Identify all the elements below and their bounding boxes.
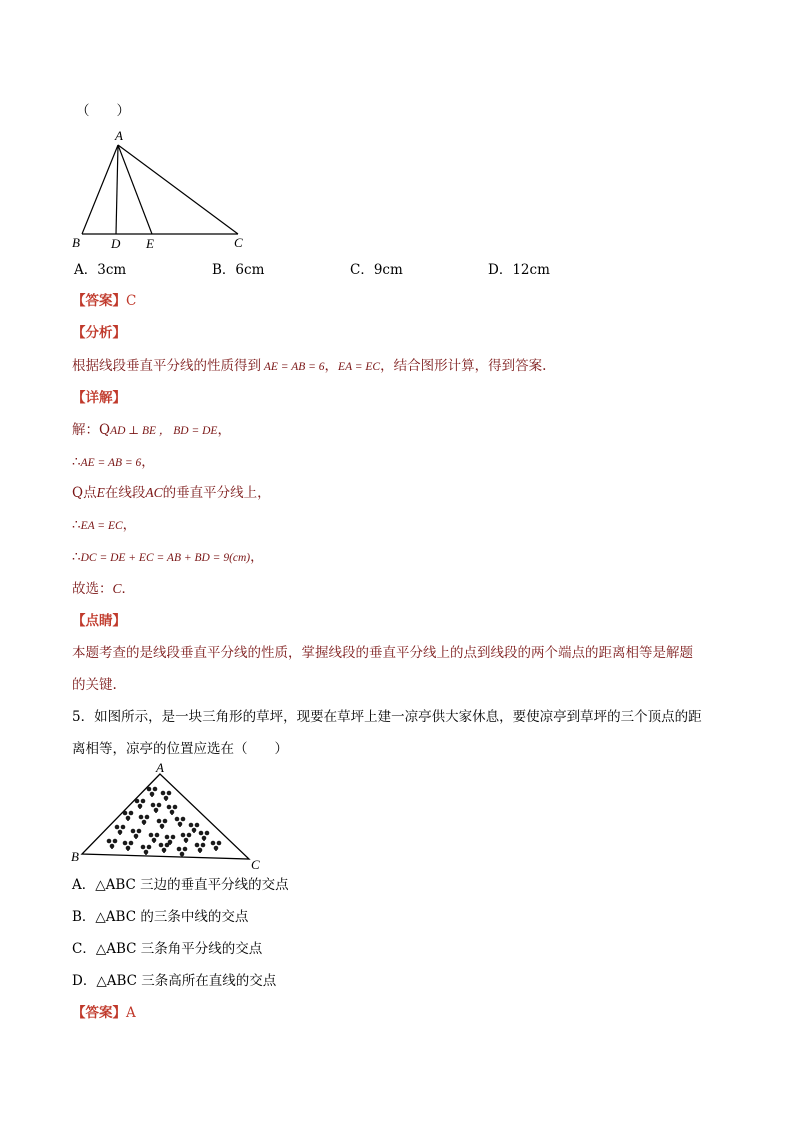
- q5-option-c: C．△ABC 三条角平分线的交点: [72, 941, 263, 957]
- q5-line-1: 5．如图所示，是一块三角形的草坪，现要在草坪上建一凉亭供大家休息，要使凉亭到草坪的三个顶点的距: [72, 709, 702, 725]
- detail-tag: 【详解】: [72, 390, 126, 406]
- grass-tuft: [157, 819, 168, 829]
- grass-tuft: [161, 791, 172, 801]
- label-b: B: [72, 235, 80, 250]
- answer-value: A: [126, 1005, 136, 1021]
- detail-line-3: Q点E在线段AC的垂直平分线上，: [72, 485, 271, 501]
- triangle-figure-q4: [66, 126, 256, 256]
- detail-line-4: ∴EA = EC，: [72, 517, 137, 533]
- grass-tuft: [131, 829, 142, 839]
- grass-tuft: [123, 841, 134, 851]
- grass-tuft: [195, 843, 206, 853]
- grass-tuft: [151, 803, 162, 813]
- grass-tuft: [189, 823, 200, 833]
- grass-tuft: [211, 841, 222, 851]
- grass-tuft: [107, 839, 118, 849]
- grass-tuft: [199, 831, 210, 841]
- answer-tag: 【答案】: [72, 293, 126, 309]
- option-a: A．3cm: [74, 262, 127, 278]
- label-a: A: [156, 760, 164, 775]
- detail-line-1: 解：QAD ⊥ BE ， BD = DE，: [72, 422, 231, 438]
- analysis-text: 根据线段垂直平分线的性质得到 AE = AB = 6，EA = EC，结合图形计算，得到答案.: [72, 358, 547, 374]
- grass-tuft: [149, 833, 160, 843]
- detail-line-5: ∴DC = DE + EC = AB + BD = 9(cm)，: [72, 549, 264, 565]
- grass-tuft: [115, 825, 126, 835]
- option-c: C．9cm: [350, 262, 403, 278]
- grass-tuft: [123, 811, 134, 821]
- grass-marks: [107, 787, 222, 857]
- comment-line-1: 本题考查的是线段垂直平分线的性质，掌握线段的垂直平分线上的点到线段的两个端点的距离相等是解题: [72, 645, 693, 661]
- label-e: E: [146, 236, 154, 251]
- comment-line-2: 的关键.: [72, 677, 117, 693]
- q5-option-a: A．△ABC 三边的垂直平分线的交点: [72, 877, 289, 893]
- answer-tag: 【答案】: [72, 1005, 126, 1021]
- detail-line-2: ∴AE = AB = 6，: [72, 454, 155, 470]
- q5-option-b: B．△ABC 的三条中线的交点: [72, 909, 249, 925]
- lawn-triangle-figure: [66, 758, 276, 873]
- label-b: B: [71, 849, 79, 864]
- grass-tuft: [147, 787, 158, 797]
- analysis-tag: 【分析】: [72, 325, 126, 341]
- label-c: C: [251, 857, 260, 872]
- q5-answer-line: [72, 1004, 136, 1022]
- label-d: D: [111, 236, 121, 251]
- comment-tag: 【点睛】: [72, 613, 126, 629]
- grass-tuft: [139, 815, 150, 825]
- grass-tuft: [177, 847, 188, 857]
- q5-line-2: 离相等，凉亭的位置应选在（ ）: [72, 741, 288, 757]
- grass-tuft: [141, 845, 152, 855]
- question-paren: （ ）: [76, 103, 130, 119]
- option-b: B．6cm: [212, 262, 265, 278]
- detail-line-6: 故选：C．: [72, 581, 136, 597]
- label-c: C: [234, 235, 243, 250]
- label-a: A: [115, 128, 123, 143]
- option-d: D．12cm: [488, 262, 550, 278]
- grass-tuft: [175, 817, 186, 827]
- grass-tuft: [159, 843, 170, 853]
- grass-tuft: [181, 833, 192, 843]
- grass-tuft: [167, 805, 178, 815]
- answer-line: [72, 292, 136, 310]
- grass-tuft: [135, 799, 146, 809]
- q5-option-d: D．△ABC 三条高所在直线的交点: [72, 973, 277, 989]
- answer-value: C: [126, 293, 137, 309]
